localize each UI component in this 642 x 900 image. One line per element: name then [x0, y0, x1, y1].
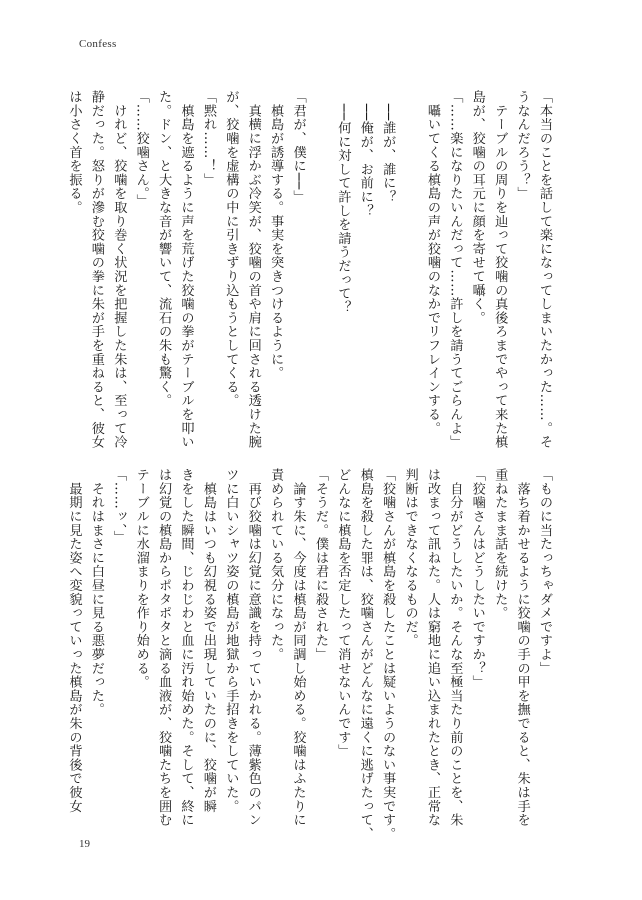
text-line: 囁いてくる槙島の声が狡噛のなかでリフレインする。: [424, 90, 440, 435]
text-line: うなんだろう？」: [514, 90, 530, 201]
text-line: 「ものに当たっちゃダメですよ」: [537, 468, 552, 675]
text-line: 落ち着かせるように狡噛の手の甲を撫でると、朱は手を: [514, 468, 530, 827]
text-line: 責められている気分になった。: [268, 468, 284, 662]
text-line: ツに白いシャツ姿の槙島が地獄から手招きをしていた。: [223, 468, 239, 813]
upper-text-column: [66, 90, 555, 449]
text-line: どんなに槙島を否定したって消せないんです」: [335, 468, 351, 758]
text-line: 「本当のことを話して楽になってしまいたかった……。そ: [537, 90, 552, 449]
text-line: 自分がどうしたいか。そんな至極当たり前のことを、朱: [447, 468, 463, 827]
text-line: [398, 90, 420, 435]
text-line: 島が、狡噛の耳元に顔を寄せて囁く。: [469, 90, 485, 325]
text-line: 「狡噛さんが槙島を殺したことは疑いようのない事実です。: [380, 468, 396, 841]
text-line: 「そうだ。僕は君に殺された」: [312, 468, 328, 662]
text-line: が、狡噛を虚構の中に引きずり込もうとしてくる。: [223, 90, 239, 408]
text-line: 判断はできなくなるものだ。: [402, 468, 418, 648]
text-line: 「狡噛さんはどうしたいですか？」: [469, 468, 485, 689]
text-line: 再び狡噛は幻覚に意識を持っていかれる。薄紫色のパン: [245, 468, 261, 827]
text-line: は小さく首を振る。: [66, 90, 82, 215]
text-line: それはまさに白昼に見る悪夢だった。: [88, 468, 104, 717]
lower-text-column: [66, 468, 555, 841]
text-line: テーブルの周りを辿って狡噛の真後ろまでやって来た槙: [492, 90, 508, 449]
text-line: 真横に浮かぶ冷笑が、狡噛の首や肩に回される透けた腕: [245, 90, 261, 449]
text-line: た。ドン、と大きな音が響いて、流石の朱も驚く。: [156, 90, 172, 408]
text-line: は改まって訊ねた。人は窮地に追い込まれたとき、正常な: [424, 468, 440, 827]
text-line: テーブルに水溜まりを作り始める。: [133, 468, 149, 689]
page-number: 19: [79, 838, 90, 850]
text-line: 槙島が誘導する。事実を突きつけるように。: [268, 90, 284, 380]
text-line: ──何に対して許しを請うだって？: [335, 90, 351, 315]
running-title: Confess: [79, 38, 117, 50]
text-line: 重ねたまま話を続けた。: [492, 468, 508, 620]
text-line: 「……楽になりたいんだって……許しを請うてごらんよ」: [447, 90, 463, 449]
text-line: けれど、狡噛を取り巻く状況を把握した朱は、至って冷: [111, 90, 127, 449]
text-line: は幻覚の槙島からポタポタと滴る血液が、狡噛たちを囲む: [156, 468, 172, 827]
text-line: 論す朱に、今度は槙島が同調し始める。狡噛はふたりに: [290, 468, 306, 827]
text-line: [309, 90, 331, 435]
text-line: 槙島を遮るように声を荒げた狡噛の拳がテーブルを叩い: [178, 90, 194, 449]
text-line: ──誰が、誰に？: [380, 90, 396, 204]
text-line: きをした瞬間、じわじわと血に汚れ始めた。そして、終に: [178, 468, 194, 827]
text-line: 槙島はいつも幻視る姿で出現していたのに、狡噛が瞬: [200, 468, 216, 813]
text-line: 「……狡噛さん。」: [133, 90, 149, 208]
text-line: 静だった。怒りが滲む狡噛の拳に朱が手を重ねると、彼女: [88, 90, 104, 449]
text-line: 最期に見た姿へ変貌っていった槙島が朱の背後で彼女: [66, 468, 82, 813]
text-line: 槙島を殺した罪は、狡噛さんがどんなに遠くに逃げたって、: [357, 468, 373, 841]
text-line: ──俺が、お前に？: [357, 90, 373, 218]
text-line: 「……ッ、」: [111, 468, 127, 545]
text-line: 「君が、僕に──」: [290, 90, 306, 204]
text-line: 「黙れ……！」: [200, 90, 216, 187]
